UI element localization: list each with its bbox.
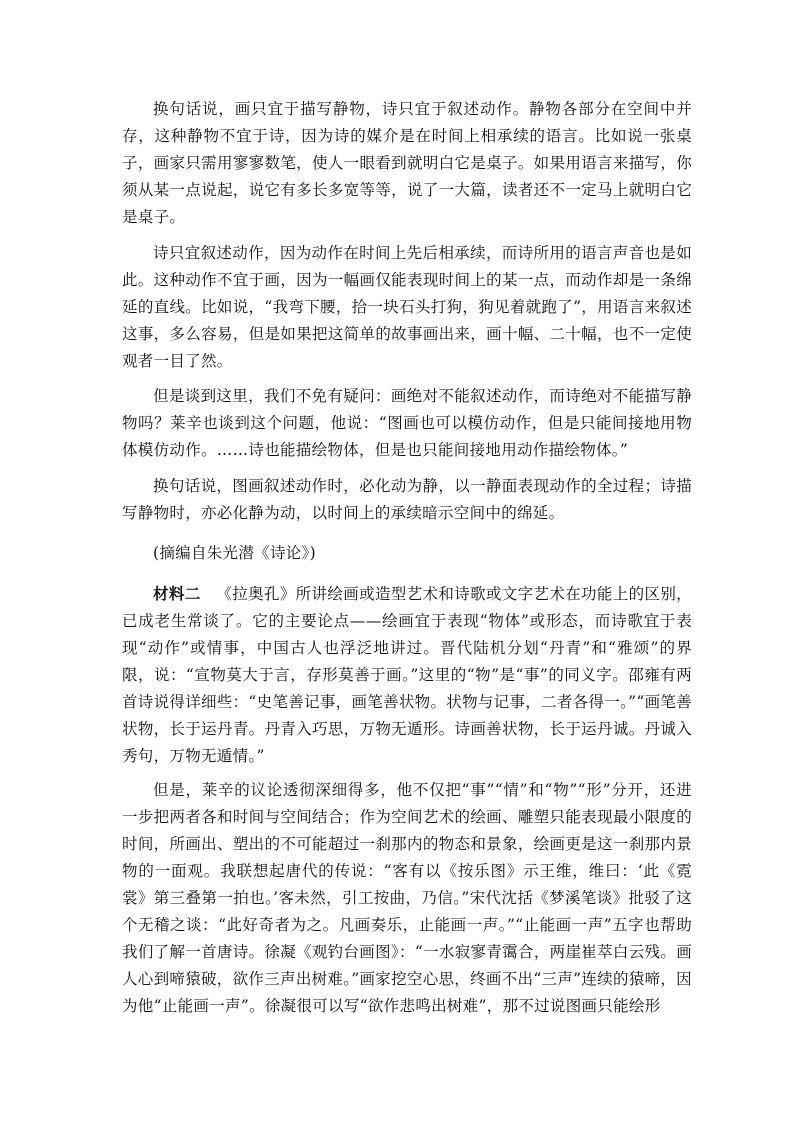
paragraph-3: 但是谈到这里，我们不免有疑问：画绝对不能叙述动作，而诗绝对不能描写静物吗？莱辛也谈到这个问题，他说：“图画也可以模仿动作，但是只能间接地用物体模仿动作。……诗也能描绘物体，但是也只能间接地用动作描绘物体。” xyxy=(122,387,692,459)
paragraph-2: 诗只宜叙述动作，因为动作在时间上先后相承续，而诗所用的语言声音也是如此。这种动作不宜于画，因为一幅画仅能表现时间上的某一点，而动作却是一条绵延的直线。比如说，“我弯下腰，拾一块石头打狗，狗见着就跑了”，用语言来叙述这事，多么容易，但是如果把这简单的故事画出来，画十幅、二十幅，也不一定使观者一目了然。 xyxy=(122,244,692,370)
paragraph-6: 但是，莱辛的议论透彻深细得多，他不仅把“事”“情”和“物”“形”分开，还进一步把两者各和时间与空间结合；作为空间艺术的绘画、雕塑只能表现最小限度的时间，所画出、塑出的不可能超过一刹那内的物态和景象，绘画更是这一刹那内景物的一面观。我联想起唐代的传说：“客有以《按乐图》示王维，维曰：‘此《霓裳》第三叠第一拍也。’客未然，引工按曲，乃信。”宋代沈括《梦溪笔谈》批驳了这个无稽之谈：“此好奇者为之。凡画奏乐，止能画一声。”“止能画一声”五字也帮助我们了解一首唐诗。徐凝《观钓台画图》：“一水寂寥青霭合，两崖崔萃白云残。画人心到啼猿破，欲作三声出树难。”画家挖空心思，终画不出“三声”连续的猿啼，因为他“止能画一声”。徐凝很可以写“欲作悲鸣出树难”，那不过说图画只能绘形 xyxy=(122,781,692,1015)
paragraph-4: 换句话说，图画叙述动作时，必化动为静，以一静面表现动作的全过程；诗描写静物时，亦必化静为动，以时间上的承续暗示空间中的绵延。 xyxy=(122,477,692,522)
paragraph-1: 换句话说，画只宜于描写静物，诗只宜于叙述动作。静物各部分在空间中并存，这种静物不宜于诗，因为诗的媒介是在时间上相承续的语言。比如说一张桌子，画家只需用寥寥数笔，使人一眼看到就明白它是桌子。如果用语言来描写，你须从某一点说起，说它有多长多宽等等，说了一大篇，读者还不一定马上就明白它是桌子。 xyxy=(122,100,692,226)
material-two-text: 《拉奥孔》所讲绘画或造型艺术和诗歌或文字艺术在功能上的区别，已成老生常谈了。它的主要论点——绘画宜于表现“物体”或形态，而诗歌宜于表现“动作”或情事，中国古人也浮泛地讲过。晋代陆机分划“丹青”和“雅颂”的界限，说：“宣物莫大于言，存形莫善于画。”这里的“物”是“事”的同义字。邵雍有两首诗说得详细些：“史笔善记事，画笔善状物。状物与记事，二者各得一。”“画笔善状物，长于运丹青。丹青入巧思，万物无遁形。诗画善状物，长于运丹诚。丹诚入秀句，万物无遁情。” xyxy=(122,585,692,765)
paragraph-material-two xyxy=(122,580,692,770)
source-citation: (摘编自朱光潜《诗论》) xyxy=(153,544,316,562)
material-two-label: 材料二 xyxy=(153,584,201,603)
